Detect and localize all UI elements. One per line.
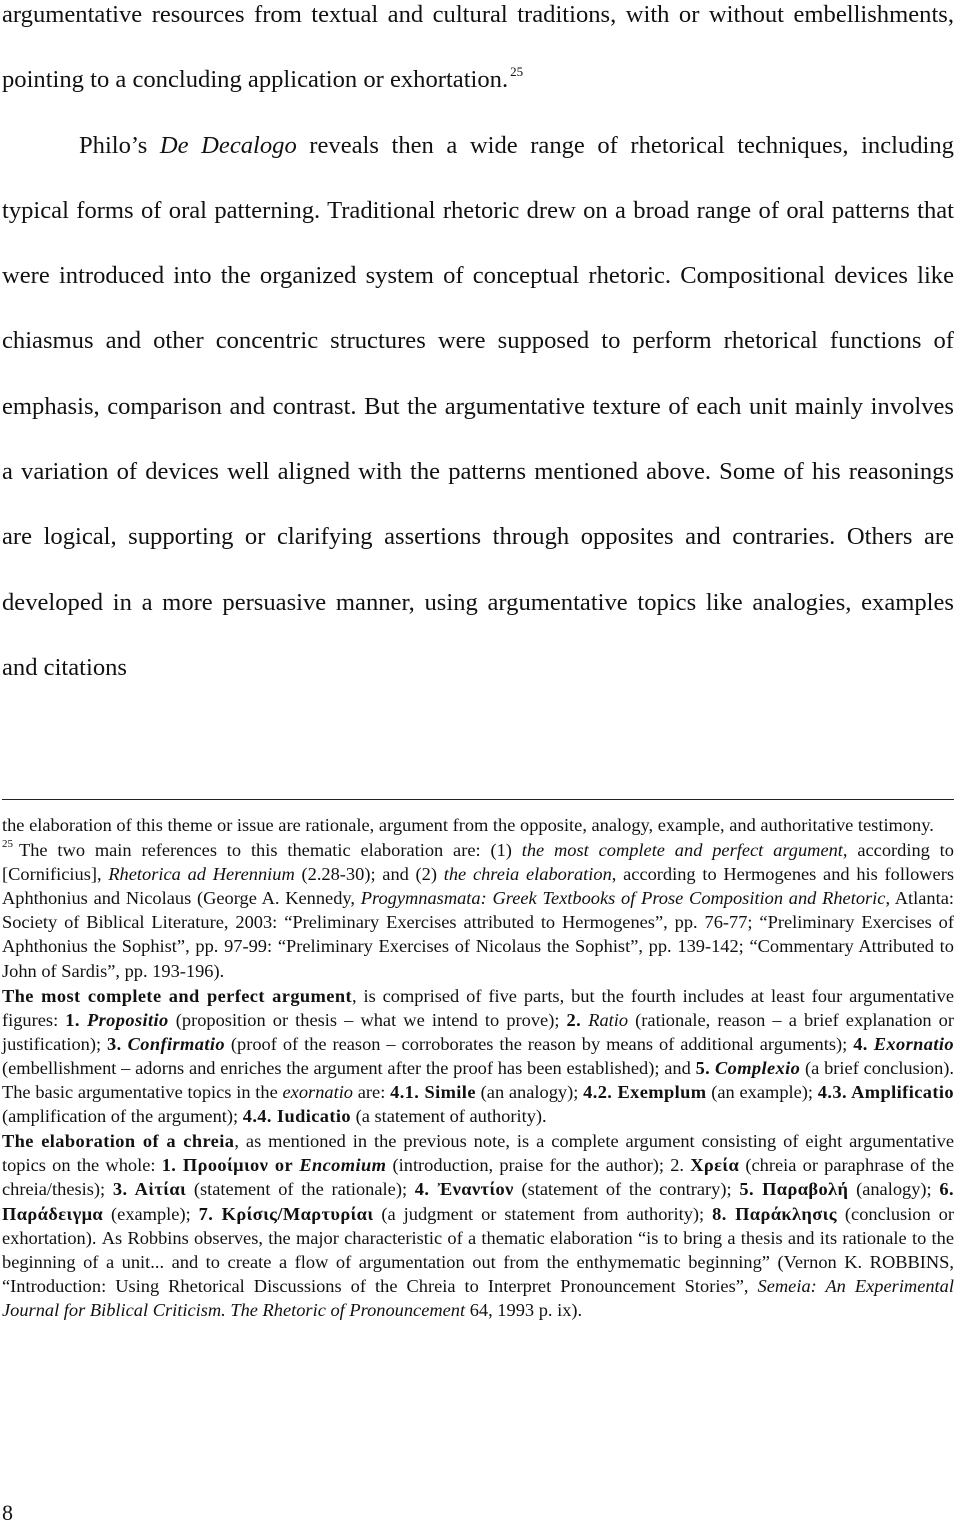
footnote-text-span: (statement of the rationale); (186, 1179, 415, 1200)
footnote-chreia-elaboration (2, 1129, 954, 1322)
footnote-text-span: (introduction, praise for the author); 2. (386, 1155, 691, 1176)
footnote-text-span: (a brief conclusion). The basic argumentative topics in the (2, 1057, 954, 1103)
footnote-bold-span: 5. Παραβολή (739, 1179, 849, 1200)
footnote-text-span: (an analogy); (475, 1082, 584, 1103)
footnote-bold-span: 4.4. Iudicatio (242, 1106, 352, 1127)
footnote-bold-span: The elaboration of a chreia (2, 1131, 235, 1152)
footnote-bold-span: Χρεία (690, 1155, 740, 1176)
footnote-bold-span: 8. Παράκλησις (712, 1203, 837, 1224)
footnote-bold-span: 6. Παράδειγμα (2, 1179, 954, 1224)
footnote-bold-span: 4. Ἐναντίον (414, 1179, 514, 1200)
footnote-text-span: (a statement of authority). (351, 1106, 547, 1127)
body-text-span: reveals then a wide range of rhetorical techniques, including typical forms of oral patterning. Traditional rhetoric drew on a broad range of oral patterns that were introduced into the organized system of conceptual rhetoric. Compositional devices like chiasmus and other concentric structures were supposed to perform rhetorical functions of emphasis, comparison and contrast. But the argumentative texture of each unit mainly involves a variation of devices well aligned with the patterns mentioned above. Some of his reasonings are logical, supporting or clarifying assertions through opposites and contraries. Others are developed in a more persuasive manner, using argumentative topics like analogies, examples and citations (2, 131, 954, 681)
footnote-text-span: (statement of the contrary); (513, 1179, 740, 1200)
footnote-text-span: (a judgment or statement from authority); (373, 1203, 713, 1224)
footnote-bold-span: 2. (566, 1009, 582, 1030)
footnote-text-span: , is comprised of five parts, but the fourth includes at least four argumentative figures: (2, 985, 954, 1030)
footnote-bold-span: 3. Αἰτίαι (112, 1179, 187, 1200)
footnote-text-span: (conclusion or exhortation). As Robbins observes, the major characteristic of a thematic elaboration “is to bring a thesis and its rationale to the beginning of a unit... and to create a flow of argumentation out from the enthymematic beginning” (Vernon K. ROBBINS, “Introduction: Using Rhetorical Discussions of the Chreia to Interpret Pronouncement Stories”, (2, 1203, 954, 1296)
body-text (2, 0, 954, 700)
footnote-italic-span: exornatio (282, 1082, 353, 1103)
footnote-number: 25 (2, 838, 13, 851)
footnote-bold-italic-span: Propositio (86, 1009, 169, 1030)
footnote-separator (2, 799, 954, 800)
work-title-de-decalogo: De Decalogo (159, 131, 297, 159)
footnotes (2, 813, 954, 1322)
page-number: 8 (2, 1500, 13, 1525)
footnote-perfect-argument (2, 984, 954, 1129)
footnote-text-span: (proof of the reason – corroborates the reason by means of additional arguments); (224, 1033, 854, 1054)
body-paragraph-1-text: argumentative resources from textual and cultural traditions, with or without embellishments, pointing to a concluding application or exhortation. (2, 1, 954, 94)
footnote-italic-span: the most complete and perfect argument (521, 840, 843, 861)
footnote-bold-span: 1. (65, 1009, 80, 1030)
footnote-text-span: , as mentioned in the previous note, is a complete argument consisting of eight argumentative topics on the whole: (2, 1131, 954, 1176)
footnote-continuation (2, 813, 954, 837)
footnote-bold-span: 4.1. Simile (390, 1082, 476, 1103)
footnote-text-span: (chreia or paraphrase of the chreia/thesis); (2, 1155, 955, 1200)
footnote-text-span: (an example); (706, 1082, 818, 1103)
footnote-text-span: 64, 1993 p. ix). (465, 1299, 583, 1320)
footnote-bold-span: The most complete and perfect argument (2, 985, 352, 1006)
footnote-bold-italic-span: Complexio (714, 1057, 801, 1078)
footnote-text-span: (amplification of the argument); (2, 1106, 243, 1127)
footnote-text-span: (example); (103, 1203, 199, 1224)
footnote-continuation-text: the elaboration of this theme or issue are rationale, argument from the opposite, analogy, example, and authoritative testimony. (2, 815, 934, 835)
footnote-italic-span: Rhetorica ad Herennium (108, 864, 295, 885)
footnote-bold-span: 4. (853, 1033, 868, 1054)
footnote-text-span: (proposition or thesis – what we intend to prove); (168, 1009, 567, 1030)
body-paragraph-1 (2, 0, 954, 113)
footnote-bold-italic-span: Confirmatio (127, 1033, 225, 1054)
footnote-bold-span: 7. Κρίσις/Μαρτυρίαι (198, 1203, 374, 1224)
footnote-bold-span: 5. (695, 1057, 711, 1078)
footnote-text-span: (2.28-30); and (2) (294, 864, 444, 885)
footnote-text-span (80, 1010, 87, 1030)
footnote-text-span: , Atlanta: Society of Biblical Literature, 2003: “Preliminary Exercises attributed to Hermogenes”, pp. 76-77; “Preliminary Exercises of Aphthonius the Sophist”, pp. 97-99: “Preliminary Exercises of Nicolaus the Sophist”, pp. 139-142; “Commentary Attributed to John of Sardis”, pp. 193-196). (2, 888, 954, 981)
footnote-text-span: (rationale, reason – a brief explanation or justification); (2, 1009, 955, 1054)
body-text-span: Philo’s (79, 131, 160, 159)
footnote-text-span: The two main references to this thematic elaboration are: (1) (19, 840, 522, 861)
footnote-bold-italic-span: Encomium (299, 1155, 387, 1176)
footnote-reference-25[interactable]: 25 (510, 64, 524, 80)
footnote-bold-span: 4.2. Exemplum (583, 1082, 707, 1103)
footnote-italic-span: Ratio (588, 1009, 629, 1030)
footnote-text-span: (analogy); (848, 1179, 940, 1200)
footnote-bold-span: 4.3. Amplificatio (817, 1082, 954, 1103)
footnote-italic-span: Semeia: An Experimental Journal for Biblical Criticism. The Rhetoric of Pronouncement (2, 1275, 954, 1320)
footnote-text-span: , according to [Cornificius], (2, 840, 954, 885)
footnote-bold-italic-span: Exornatio (873, 1033, 954, 1054)
footnote-text-span: , according to Hermogenes and his followers Aphthonius and Nicolaus (George A. Kennedy, (2, 864, 954, 909)
footnote-25 (2, 838, 954, 983)
footnote-text-span: are: (353, 1082, 391, 1103)
footnote-bold-span: 1. Προοίμιον or (161, 1155, 300, 1176)
footnote-italic-span: the chreia elaboration (443, 864, 612, 885)
footnote-text-span: (embellishment – adorns and enriches the argument after the proof has been established); and (2, 1057, 696, 1078)
footnote-italic-span: Progymnasmata: Greek Textbooks of Prose Composition and Rhetoric (360, 888, 886, 909)
footnote-bold-span: 3. (107, 1033, 122, 1054)
body-paragraph-2 (2, 113, 954, 701)
